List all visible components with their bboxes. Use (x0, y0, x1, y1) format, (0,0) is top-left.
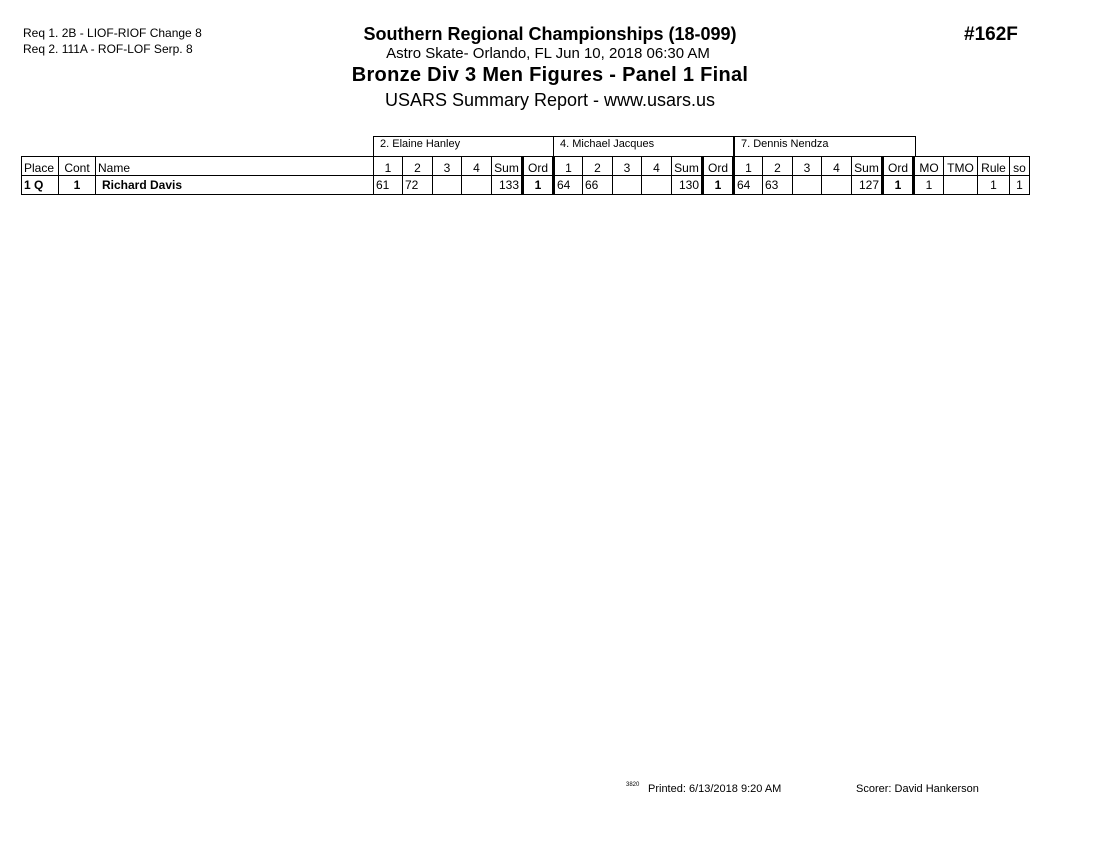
cell-j1-fig2: 72 (403, 176, 433, 195)
col-j3-sum: Sum (852, 157, 883, 176)
requirement-1: Req 1. 2B - LIOF-RIOF Change 8 (23, 26, 202, 40)
col-place: Place (22, 157, 59, 176)
cell-j2-sum: 130 (672, 176, 703, 195)
col-j1-sum: Sum (492, 157, 523, 176)
cell-j2-ord: 1 (703, 176, 734, 195)
col-j3-fig3: 3 (793, 157, 822, 176)
cell-j1-fig3 (433, 176, 462, 195)
col-j1-fig2: 2 (403, 157, 433, 176)
cell-j1-ord: 1 (523, 176, 554, 195)
cell-name: Richard Davis (96, 176, 374, 195)
col-j2-fig1: 1 (554, 157, 583, 176)
col-j1-fig4: 4 (462, 157, 492, 176)
cell-j3-fig3 (793, 176, 822, 195)
col-name: Name (96, 157, 374, 176)
cell-j3-sum: 127 (852, 176, 883, 195)
cell-place: 1 Q (22, 176, 59, 195)
col-mo: MO (914, 157, 944, 176)
cell-j2-fig4 (642, 176, 672, 195)
col-j2-fig4: 4 (642, 157, 672, 176)
col-j3-ord: Ord (883, 157, 914, 176)
footer-code: 3820 (626, 782, 640, 788)
col-j2-fig3: 3 (613, 157, 642, 176)
cell-j2-fig2: 66 (583, 176, 613, 195)
col-j3-fig4: 4 (822, 157, 852, 176)
cell-j2-fig3 (613, 176, 642, 195)
cell-tmo (944, 176, 978, 195)
cell-j1-fig4 (462, 176, 492, 195)
col-j1-fig1: 1 (374, 157, 403, 176)
col-tmo: TMO (944, 157, 978, 176)
col-j3-fig2: 2 (763, 157, 793, 176)
cell-j1-sum: 133 (492, 176, 523, 195)
col-so: so (1010, 157, 1030, 176)
col-rule: Rule (978, 157, 1010, 176)
col-j2-fig2: 2 (583, 157, 613, 176)
judge-header-2: 4. Michael Jacques (553, 136, 734, 156)
scorer-name: Scorer: David Hankerson (856, 783, 979, 795)
cell-j3-ord: 1 (883, 176, 914, 195)
judge-header-3: 7. Dennis Nendza (734, 136, 916, 156)
venue-datetime: Astro Skate- Orlando, FL Jun 10, 2018 06:30 AM (386, 45, 710, 62)
cell-so: 1 (1010, 176, 1030, 195)
col-j2-ord: Ord (703, 157, 734, 176)
cell-j3-fig4 (822, 176, 852, 195)
cell-mo: 1 (914, 176, 944, 195)
document-number: #162F (964, 24, 1018, 45)
requirement-2: Req 2. 111A - ROF-LOF Serp. 8 (23, 42, 193, 56)
cell-cont: 1 (59, 176, 96, 195)
judge-header-1: 2. Elaine Hanley (373, 136, 554, 156)
table-header-row (22, 157, 1030, 176)
printed-timestamp: Printed: 6/13/2018 9:20 AM (648, 783, 782, 795)
col-j1-ord: Ord (523, 157, 554, 176)
cell-rule: 1 (978, 176, 1010, 195)
cell-j1-fig1: 61 (374, 176, 403, 195)
cell-j3-fig1: 64 (734, 176, 763, 195)
table-row (22, 176, 1030, 195)
col-j3-fig1: 1 (734, 157, 763, 176)
col-j1-fig3: 3 (433, 157, 462, 176)
event-title: Bronze Div 3 Men Figures - Panel 1 Final (351, 64, 749, 86)
cell-j2-fig1: 64 (554, 176, 583, 195)
col-j2-sum: Sum (672, 157, 703, 176)
results-table (21, 156, 1030, 195)
report-subtitle: USARS Summary Report - www.usars.us (384, 90, 716, 110)
cell-j3-fig2: 63 (763, 176, 793, 195)
col-cont: Cont (59, 157, 96, 176)
competition-title: Southern Regional Championships (18-099) (363, 24, 737, 44)
